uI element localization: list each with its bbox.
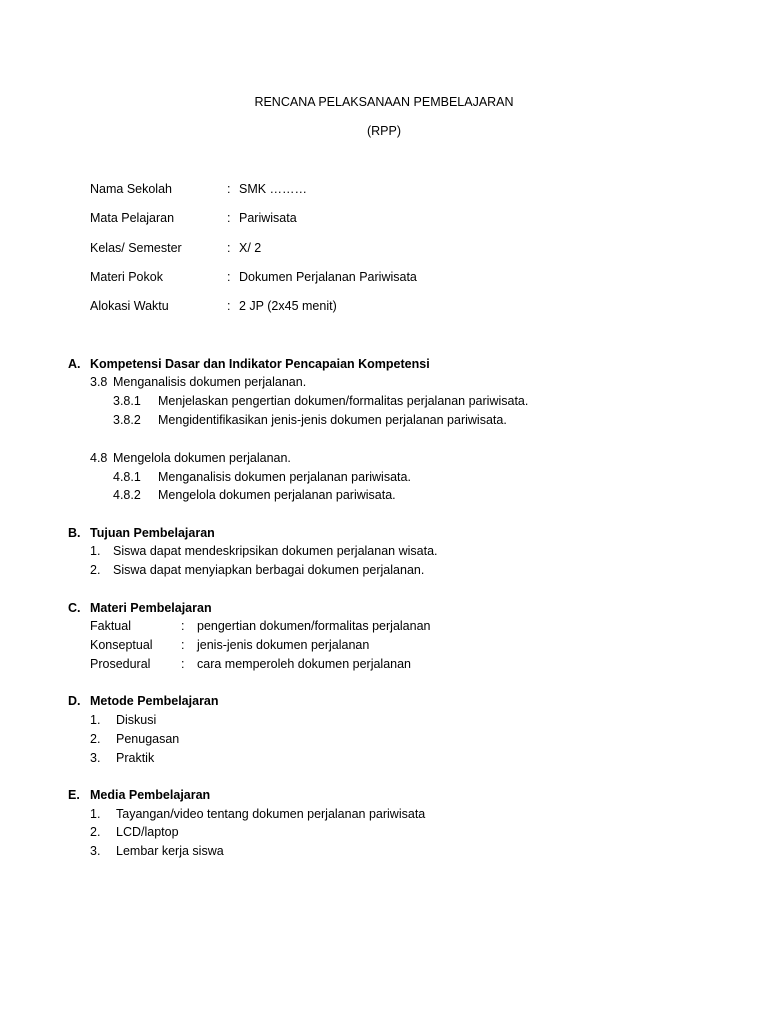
list-item-number: 2. [90,825,101,839]
indicator-number: 3.8.2 [113,413,141,427]
materi-label: Faktual [90,619,131,633]
list-item-number: 1. [90,713,101,727]
identity-colon: : [227,299,231,313]
list-item-text: Penugasan [116,732,180,746]
materi-value: pengertian dokumen/formalitas perjalanan [197,619,431,633]
section-a-letter: A. [68,357,81,371]
list-item-text: LCD/laptop [116,825,179,839]
list-item-text: Siswa dapat menyiapkan berbagai dokumen perjalanan. [113,563,425,577]
list-item-text: Lembar kerja siswa [116,844,224,858]
list-item-number: 2. [90,563,101,577]
identity-value-subject: Pariwisata [239,211,297,225]
kd-number: 4.8 [90,451,108,465]
identity-label-time: Alokasi Waktu [90,299,169,313]
section-a-heading: Kompetensi Dasar dan Indikator Pencapaian Kompetensi [90,357,430,371]
identity-colon: : [227,182,231,196]
indicator-text: Mengidentifikasikan jenis-jenis dokumen perjalanan pariwisata. [158,413,507,427]
section-d-heading: Metode Pembelajaran [90,694,219,708]
list-item-number: 2. [90,732,101,746]
list-item-number: 1. [90,807,101,821]
kd-text: Menganalisis dokumen perjalanan. [113,375,307,389]
section-c-heading: Materi Pembelajaran [90,601,212,615]
list-item-text: Tayangan/video tentang dokumen perjalanan pariwisata [116,807,426,821]
indicator-text: Menjelaskan pengertian dokumen/formalitas perjalanan pariwisata. [158,394,529,408]
section-d-letter: D. [68,694,81,708]
list-item-text: Siswa dapat mendeskripsikan dokumen perjalanan wisata. [113,544,438,558]
identity-value-time: 2 JP (2x45 menit) [239,299,337,313]
identity-label-subject: Mata Pelajaran [90,211,175,225]
materi-colon: : [181,619,185,633]
section-e-letter: E. [68,788,80,802]
kd-number: 3.8 [90,375,108,389]
indicator-text: Menganalisis dokumen perjalanan pariwisata. [158,470,411,484]
materi-label: Konseptual [90,638,153,652]
indicator-number: 4.8.1 [113,470,141,484]
document-title: RENCANA PELAKSANAAN PEMBELAJARAN [254,95,514,109]
materi-colon: : [181,657,185,671]
list-item-number: 1. [90,544,101,558]
indicator-number: 3.8.1 [113,394,141,408]
identity-colon: : [227,211,231,225]
identity-label-topic: Materi Pokok [90,270,163,284]
indicator-text: Mengelola dokumen perjalanan pariwisata. [158,488,396,502]
identity-colon: : [227,270,231,284]
identity-value-topic: Dokumen Perjalanan Pariwisata [239,270,417,284]
identity-label-class: Kelas/ Semester [90,241,182,255]
section-b-letter: B. [68,526,81,540]
identity-value-class: X/ 2 [239,241,262,255]
identity-value-school: SMK ……… [239,182,308,196]
identity-label-school: Nama Sekolah [90,182,172,196]
kd-text: Mengelola dokumen perjalanan. [113,451,291,465]
section-e-heading: Media Pembelajaran [90,788,211,802]
materi-label: Prosedural [90,657,151,671]
section-b-heading: Tujuan Pembelajaran [90,526,215,540]
materi-value: cara memperoleh dokumen perjalanan [197,657,412,671]
identity-colon: : [227,241,231,255]
section-c-letter: C. [68,601,81,615]
materi-value: jenis-jenis dokumen perjalanan [197,638,370,652]
list-item-number: 3. [90,844,101,858]
list-item-text: Diskusi [116,713,157,727]
materi-colon: : [181,638,185,652]
indicator-number: 4.8.2 [113,488,141,502]
list-item-text: Praktik [116,751,155,765]
document-subtitle: (RPP) [366,124,402,138]
list-item-number: 3. [90,751,101,765]
